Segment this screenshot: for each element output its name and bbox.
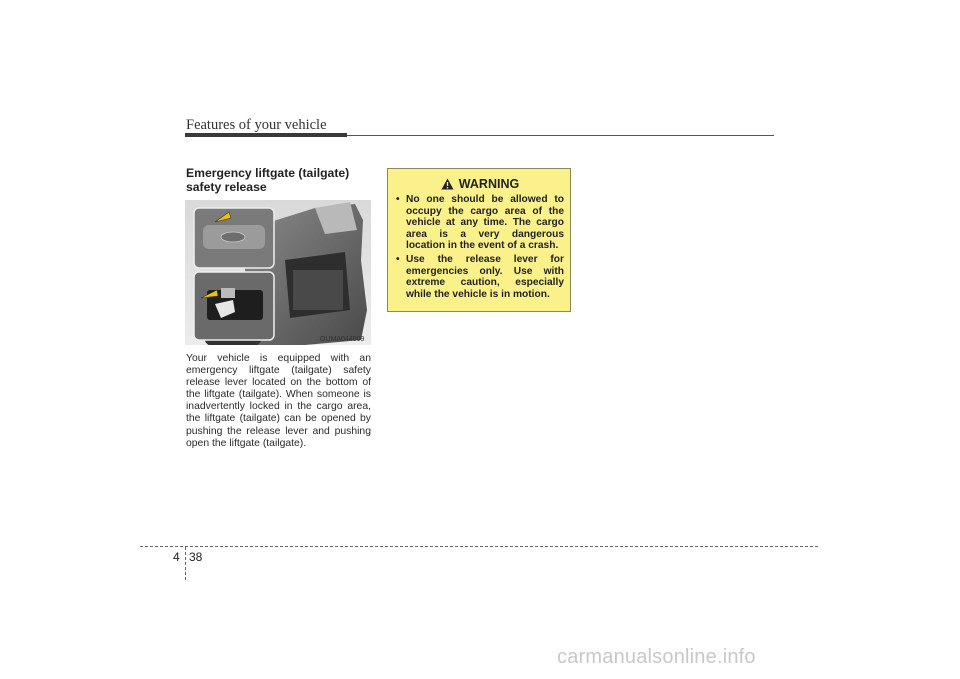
warning-box: [387, 168, 571, 312]
warning-item: • No one should be allowed to occupy the cargo area of the vehicle at any time. The cargo area is a very dangerous location in the event of a crash.: [396, 194, 564, 252]
header-rule-thin: [347, 135, 774, 136]
footer-rule: [140, 546, 818, 547]
warning-header: [396, 177, 564, 191]
chapter-number: 4: [173, 550, 180, 564]
figure-code: OUMA044009: [320, 336, 365, 343]
page-header-title: Features of your vehicle: [186, 117, 327, 133]
footer-divider: [185, 547, 186, 580]
warning-item: • Use the release lever for emergencies only. Use with extreme caution, especially while the vehicle is in motion.: [396, 254, 564, 300]
header-rule-thick: [185, 133, 347, 137]
warning-triangle-icon: [441, 178, 454, 190]
page-number: 38: [189, 550, 203, 564]
warning-list: [396, 194, 564, 300]
liftgate-release-illustration: [185, 200, 371, 345]
warning-title: WARNING: [458, 177, 520, 191]
section-heading: Emergency liftgate (tailgate) safety release: [186, 166, 350, 194]
watermark: carmanualsonline.info: [557, 646, 756, 668]
body-paragraph: Your vehicle is equipped with an emergency liftgate (tailgate) safety release lever located on the bottom of the liftgate (tailgate). When someone is inadvertently locked in the cargo area, the liftgate (tailgate) can be opened by pushing the release lever and pushing open the liftgate (tailgate).: [186, 353, 371, 449]
